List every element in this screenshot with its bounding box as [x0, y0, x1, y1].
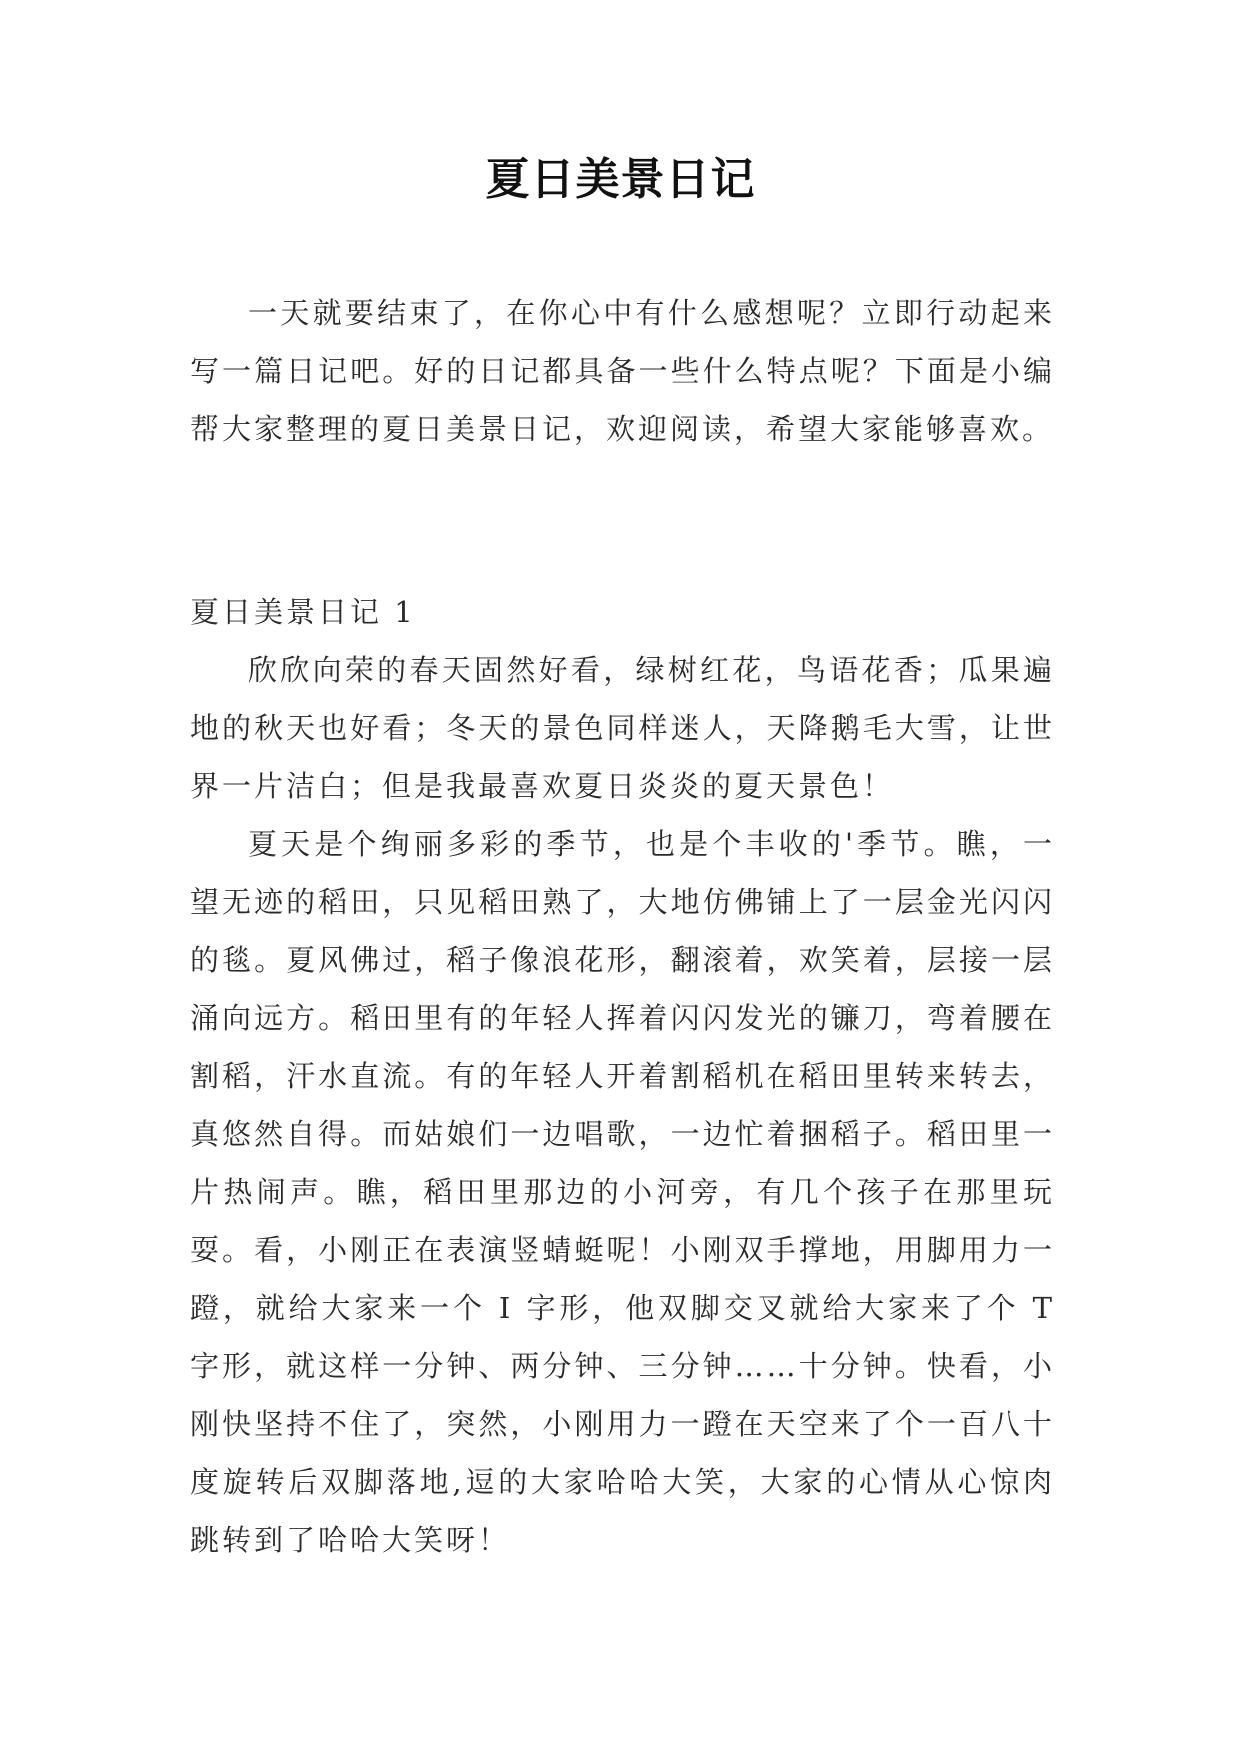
intro-section	[190, 284, 1055, 458]
article-paragraph-2: 夏天是个绚丽多彩的季节，也是个丰收的'季节。瞧，一望无迹的稻田，只见稻田熟了，大地仿佛铺上了一层金光闪闪的毯。夏风佛过，稻子像浪花形，翻滚着，欢笑着，层接一层涌向远方。稻田里有的年轻人挥着闪闪发光的镰刀，弯着腰在割稻，汗水直流。有的年轻人开着割稻机在稻田里转来转去，真悠然自得。而姑娘们一边唱歌，一边忙着捆稻子。稻田里一片热闹声。瞧，稻田里那边的小河旁，有几个孩子在那里玩耍。看，小刚正在表演竖蜻蜓呢！小刚双手撑地，用脚用力一蹬，就给大家来一个 I 字形，他双脚交叉就给大家来了个 T 字形，就这样一分钟、两分钟、三分钟……十分钟。快看，小刚快坚持不住了，突然，小刚用力一蹬在天空来了个一百八十度旋转后双脚落地,逗的大家哈哈大笑，大家的心情从心惊肉跳转到了哈哈大笑呀！	[190, 827, 1055, 1557]
intro-paragraph: 一天就要结束了，在你心中有什么感想呢？立即行动起来写一篇日记吧。好的日记都具备一些什么特点呢？下面是小编帮大家整理的夏日美景日记，欢迎阅读，希望大家能够喜欢。	[190, 296, 1055, 446]
section-heading: 夏日美景日记 1	[190, 595, 416, 629]
document-title: 夏日美景日记	[485, 154, 756, 205]
article-section	[190, 583, 1055, 1569]
article-paragraph-1: 欣欣向荣的春天固然好看，绿树红花，鸟语花香；瓜果遍地的秋天也好看；冬天的景色同样迷人，天降鹅毛大雪，让世界一片洁白；但是我最喜欢夏日炎炎的夏天景色！	[190, 653, 1055, 803]
